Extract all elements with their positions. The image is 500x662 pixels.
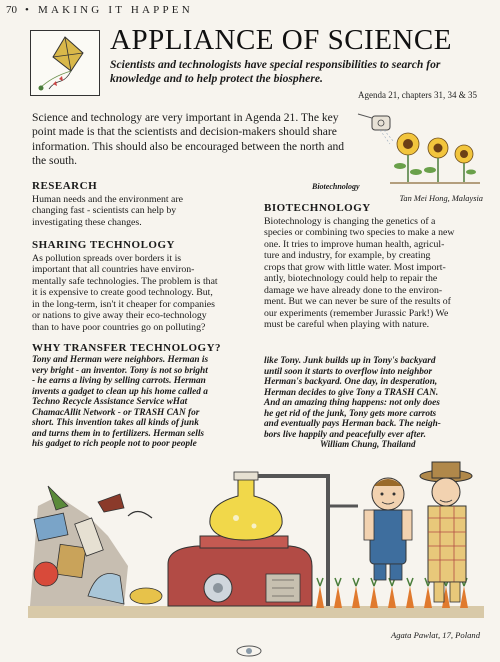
story-line: Techno Recycle Assistance Service wHat [32, 397, 188, 407]
research-body [32, 194, 256, 229]
story-line: his gadget to rich people not to poor people [32, 439, 197, 449]
story-line: he get rid of the junk, Tony gets more carrots [264, 408, 437, 419]
sharing-line: As pollution spreads over borders it is [32, 252, 182, 264]
story-author: William Chung, Thailand [320, 439, 416, 449]
biotech-line: damage we have already done to the environ- [264, 284, 443, 296]
running-head-bullet: • [24, 4, 33, 16]
story-line: Herman decides to give Tony a TRASH CAN. [264, 387, 439, 398]
research-heading: RESEARCH [32, 180, 98, 192]
sharing-technology-section [32, 239, 256, 333]
story-line: Tony and Herman were neighbors. Herman is [32, 355, 209, 365]
lead-paragraph: Science and technology are very important in Agenda 21. The key point made is that the scientists and decision-makers should share information. This should also be encouraged between the north and the south. [32, 111, 345, 167]
sharing-line: than to have poor countries go on polluting? [32, 321, 206, 333]
biotech-line: antly, biotechnology could help to repair the [264, 273, 438, 284]
biotechnology-section [264, 202, 484, 331]
biotech-line: species or combining two species to make a new [264, 227, 455, 238]
story-right-column [264, 356, 484, 440]
intro-text: Scientists and technologists have special responsibilities to search for knowledge and to help protect the biosphere. [110, 58, 441, 85]
sharing-line: mentally safe technologies. The problem is that [32, 275, 218, 287]
trash-can-machine-illustration [28, 446, 484, 618]
sharing-body [32, 253, 256, 334]
sharing-line: in the long-term, isn't it cheaper for companies [32, 298, 215, 310]
story-line: Herman's backyard. One day, in desperation, [264, 377, 438, 387]
why-heading: WHY TRANSFER TECHNOLOGY? [32, 342, 222, 354]
running-head-section: MAKING IT HAPPEN [37, 4, 193, 16]
agenda-reference: Agenda 21, chapters 31, 34 & 35 [358, 90, 477, 100]
research-line: changing fast - scientists can help by [32, 205, 177, 216]
page-number: 70 [6, 4, 17, 16]
biotech-body [264, 216, 484, 331]
research-line: investigating these changes. [32, 216, 142, 228]
biotech-line: ment. But we can never be sure of the results of [264, 296, 451, 307]
biotech-line: crops that grow with little water. Most import- [264, 261, 446, 273]
sharing-line: important that all countries have environ- [32, 264, 195, 275]
sharing-line: it is expensive to create good technology. But, [32, 287, 213, 298]
why-transfer-section [32, 342, 256, 356]
biotech-line: our experiments (remember Jurassic Park!) We [264, 307, 449, 319]
story-line: And an amazing thing happens: not only does [264, 398, 440, 408]
story-line: invents a gadget to clean up his home called a [32, 386, 208, 397]
story-line: and turns them in to fertilizers. Herman sells [32, 428, 205, 439]
biotech-heading: BIOTECHNOLOGY [264, 202, 371, 214]
biotech-line: one. It tries to improve human health, agricul- [264, 238, 445, 250]
running-head [6, 4, 193, 16]
page-title: APPLIANCE OF SCIENCE [110, 24, 452, 56]
herman-figure [420, 462, 472, 602]
biotech-line: Biotechnology is changing the genetics of a [264, 215, 436, 227]
story-line: short. This invention takes all kinds of junk [32, 418, 199, 428]
sunflowers-watering-can-illustration [350, 104, 482, 188]
story-line: until soon it starts to overflow into neighbor [264, 366, 433, 377]
tony-figure [364, 478, 412, 580]
biotech-line: ture and industry, for example, by creating [264, 250, 431, 261]
illustration-label: Biotechnology [312, 182, 360, 191]
story-left-column [32, 355, 258, 450]
junk-pile [30, 486, 162, 606]
sharing-line: or nations to give away their eco-technology [32, 310, 207, 321]
illustration-caption-bottom: Agata Pawlat, 17, Poland [390, 630, 480, 640]
footer-ornament-icon [235, 644, 263, 658]
story-line: and eventually pays Herman back. The neigh- [264, 419, 441, 429]
story-line: - he earns a living by selling carrots. Herman [32, 376, 206, 386]
story-line: ChamacAllit Network - or TRASH CAN for [32, 407, 200, 418]
story-line: like Tony. Junk builds up in Tony's backyard [264, 356, 436, 366]
biotech-line: must be careful when playing with nature. [264, 319, 430, 330]
sharing-heading: SHARING TECHNOLOGY [32, 239, 175, 251]
research-section [32, 180, 256, 228]
illustration-caption-top: Tan Mei Hong, Malaysia [399, 194, 483, 203]
trash-machine [168, 472, 358, 606]
research-line: Human needs and the environment are [32, 193, 183, 205]
story-line: very bright - an inventor. Tony is not so bright [32, 365, 208, 376]
story-line: bors live happily and peacefully ever after. [264, 429, 426, 440]
kite-logo-icon [30, 30, 100, 96]
